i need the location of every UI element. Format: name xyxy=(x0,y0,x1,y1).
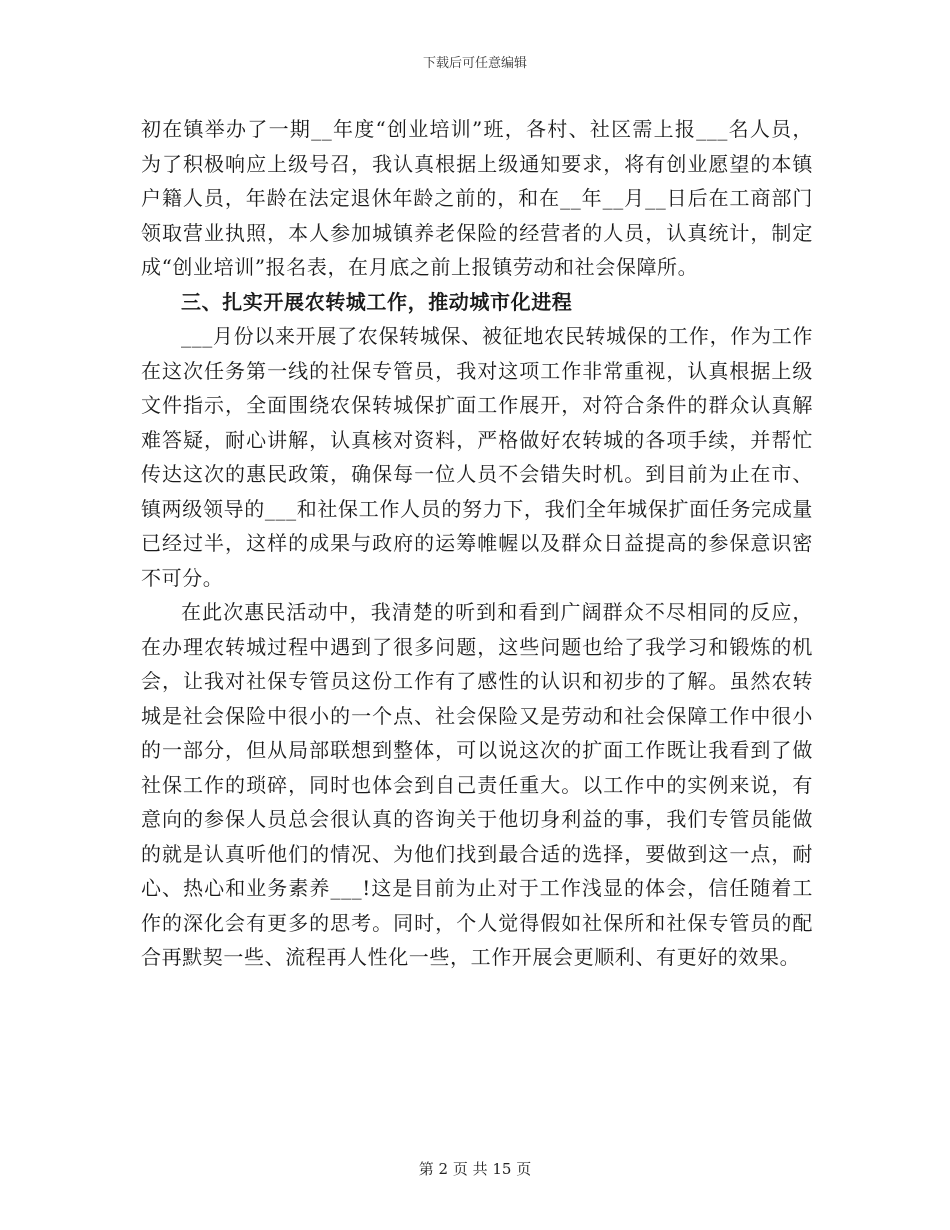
document-body xyxy=(141,112,813,975)
paragraph-continuation: 初在镇举办了一期__年度“创业培训”班，各村、社区需上报___名人员，为了积极响应上级号召，我认真根据上级通知要求，将有创业愿望的本镇户籍人员，年龄在法定退休年龄之前的，和在__年__月__日后在工商部门领取营业执照，本人参加城镇养老保险的经营者的人员，认真统计，制定成“创业培训”报名表，在月底之前上报镇劳动和社会保障所。 xyxy=(141,117,813,279)
paragraph-reflection: 在此次惠民活动中，我清楚的听到和看到广阔群众不尽相同的反应，在办理农转城过程中遇到了很多问题，这些问题也给了我学习和锻炼的机会，让我对社保专管员这份工作有了感性的认识和初步的了解。虽然农转城是社会保险中很小的一个点、社会保险又是劳动和社会保障工作中很小的一部分，但从局部联想到整体，可以说这次的扩面工作既让我看到了做社保工作的琐碎，同时也体会到自己责任重大。以工作中的实例来说，有意向的参保人员总会很认真的咨询关于他切身利益的事，我们专管员能做的就是认真听他们的情况、为他们找到最合适的选择，要做到这一点，耐心、热心和业务素养___!这是目前为止对于工作浅显的体会，信任随着工作的深化会有更多的思考。同时，个人觉得假如社保所和社保专管员的配合再默契一些、流程再人性化一些，工作开展会更顺利、有更好的效果。 xyxy=(141,600,813,969)
paragraph-rural-to-urban: ___月份以来开展了农保转城保、被征地农民转城保的工作，作为工作在这次任务第一线的社保专管员，我对这项工作非常重视，认真根据上级文件指示，全面围绕农保转城保扩面工作展开，对符合条件的群众认真解难答疑，耐心讲解，认真核对资料，严格做好农转城的各项手续，并帮忙传达这次的惠民政策，确保每一位人员不会错失时机。到目前为止在市、镇两级领导的___和社保工作人员的努力下，我们全年城保扩面任务完成量已经过半，这样的成果与政府的运筹帷幄以及群众日益提高的参保意识密不可分。 xyxy=(141,324,813,590)
section-heading-3: 三、扎实开展农转城工作，推动城市化进程 xyxy=(181,289,573,314)
page-number-footer: 第 2 页 共 15 页 xyxy=(418,1160,532,1178)
page-header-note: 下载后可任意编辑 xyxy=(422,56,527,71)
